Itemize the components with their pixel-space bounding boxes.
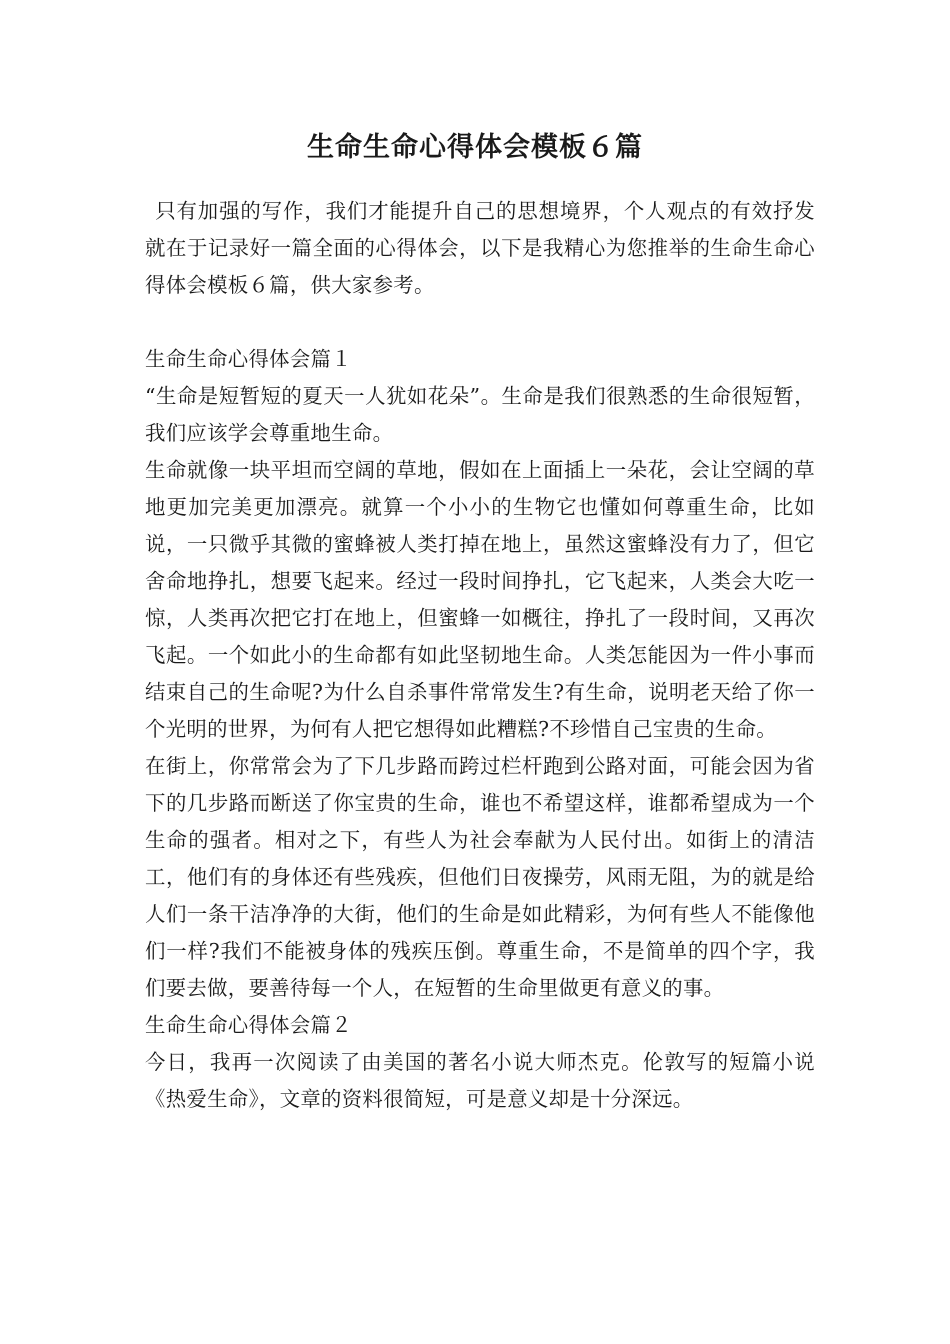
section-1 <box>145 341 815 1007</box>
body-paragraph: 生命就像一块平坦而空阔的草地，假如在上面插上一朵花，会让空阔的草地更加完美更加漂亮。就算一个小小的生物它也懂如何尊重生命，比如说，一只微乎其微的蜜蜂被人类打掉在地上，虽然这蜜蜂没有力了，但它舍命地挣扎，想要飞起来。经过一段时间挣扎，它飞起来，人类会大吃一惊，人类再次把它打在地上，但蜜蜂一如概往，挣扎了一段时间，又再次飞起。一个如此小的生命都有如此坚韧地生命。人类怎能因为一件小事而结束自己的生命呢?为什么自杀事件常常发生?有生命，说明老天给了你一个光明的世界，为何有人把它想得如此糟糕?不珍惜自己宝贵的生命。 <box>145 458 815 741</box>
intro-paragraph: 只有加强的写作，我们才能提升自己的思想境界，个人观点的有效抒发就在于记录好一篇全面的心得体会，以下是我精心为您推举的生命生命心得体会模板６篇，供大家参考。 <box>145 199 815 297</box>
section-heading: 生命生命心得体会篇２ <box>145 1013 352 1037</box>
section-2 <box>145 1007 815 1118</box>
body-paragraph: “生命是短暂短的夏天一人犹如花朵”。生命是我们很熟悉的生命很短暂，我们应该学会尊重地生命。 <box>145 384 815 445</box>
section-spacer <box>145 304 815 341</box>
document-body <box>145 193 815 1118</box>
section-heading: 生命生命心得体会篇１ <box>145 347 352 371</box>
body-paragraph: 今日，我再一次阅读了由美国的著名小说大师杰克。伦敦写的短篇小说《热爱生命》，文章的资料很简短，可是意义却是十分深远。 <box>145 1050 815 1111</box>
body-paragraph: 在街上，你常常会为了下几步路而跨过栏杆跑到公路对面，可能会因为省下的几步路而断送了你宝贵的生命，谁也不希望这样，谁都希望成为一个生命的强者。相对之下，有些人为社会奉献为人民付出。如街上的清洁工，他们有的身体还有些残疾，但他们日夜操劳，风雨无阻，为的就是给人们一条干洁净净的大街，他们的生命是如此精彩，为何有些人不能像他们一样?我们不能被身体的残疾压倒。尊重生命，不是简单的四个字，我们要去做，要善待每一个人，在短暂的生命里做更有意义的事。 <box>145 754 815 1000</box>
document-title: 生命生命心得体会模板６篇 <box>307 132 643 163</box>
